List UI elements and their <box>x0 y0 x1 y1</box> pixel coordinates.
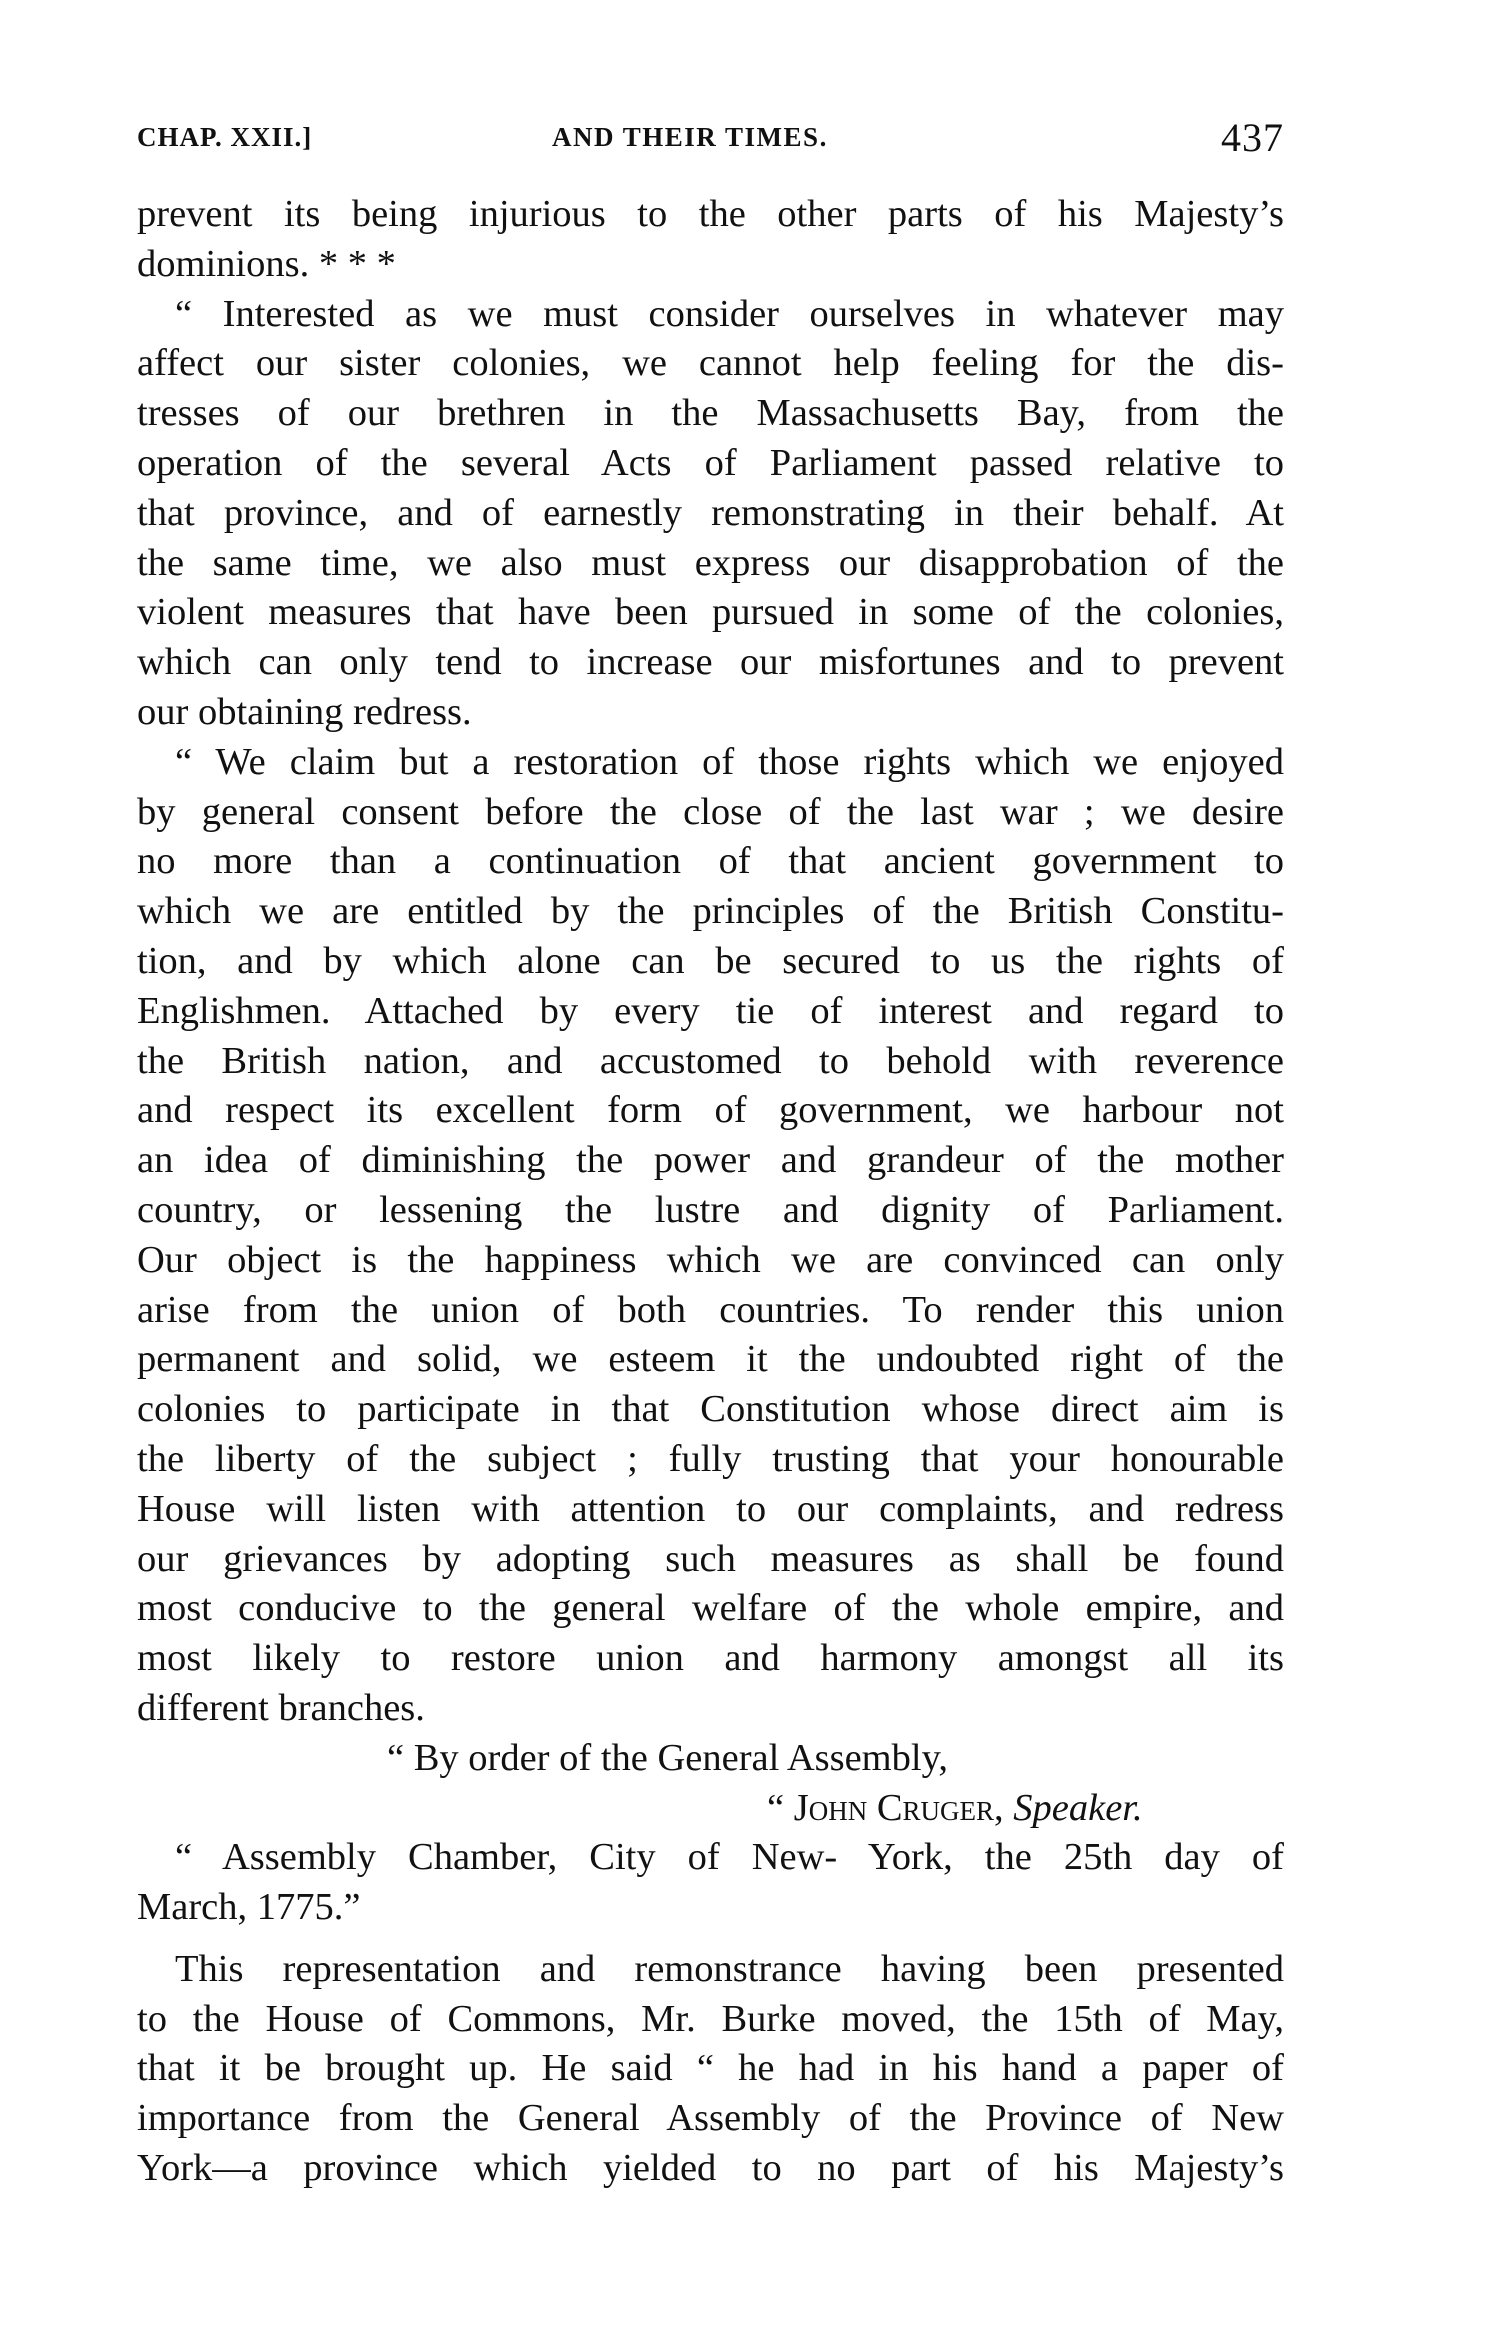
text-line: Englishmen. Attached by every tie of interest and regard to <box>137 989 1284 1032</box>
text-line: arise from the union of both countries. To render this union <box>137 1288 1284 1331</box>
text-line: affect our sister colonies, we cannot help feeling for the dis- <box>137 342 1284 385</box>
text-line: that it be brought up. He said “ he had in his hand a paper of <box>137 2047 1284 2090</box>
text-line: York—a province which yielded to no part of his Majesty’s <box>137 2147 1284 2190</box>
text-line: House will listen with attention to our complaints, and redress <box>137 1487 1284 1530</box>
text-line: dominions. * * * <box>137 242 396 285</box>
signatory-title: Speaker. <box>1013 1786 1143 1829</box>
page-body-text <box>137 190 1284 2194</box>
text-line: tion, and by which alone can be secured to us the rights of <box>137 939 1284 982</box>
text-line: operation of the several Acts of Parliament passed relative to <box>137 441 1284 484</box>
text-line: “ Assembly Chamber, City of New- York, the 25th day of <box>175 1836 1284 1879</box>
text-line: our grievances by adopting such measures as shall be found <box>137 1537 1284 1580</box>
running-title: AND THEIR TIMES. <box>552 122 828 152</box>
text-line: country, or lessening the lustre and dignity of Parliament. <box>137 1188 1284 1231</box>
text-line: violent measures that have been pursued in some of the colonies, <box>137 591 1284 634</box>
text-line: that province, and of earnestly remonstrating in their behalf. At <box>137 491 1284 534</box>
text-line: the liberty of the subject ; fully trusting that your honourable <box>137 1437 1284 1480</box>
text-line: to the House of Commons, Mr. Burke moved, the 15th of May, <box>137 1997 1284 2040</box>
text-line: importance from the General Assembly of the Province of New <box>137 2097 1284 2140</box>
text-line: most conducive to the general welfare of the whole empire, and <box>137 1587 1284 1630</box>
signature-line: “ By order of the General Assembly, <box>387 1736 948 1779</box>
text-line: an idea of diminishing the power and grandeur of the mother <box>137 1139 1284 1182</box>
text-line: Our object is the happiness which we are convinced can only <box>137 1238 1284 1281</box>
text-line: “ We claim but a restoration of those rights which we enjoyed <box>175 740 1284 783</box>
text-line: which can only tend to increase our misfortunes and to prevent <box>137 641 1284 684</box>
text-line: different branches. <box>137 1686 425 1729</box>
text-line: permanent and solid, we esteem it the undoubted right of the <box>137 1338 1284 1381</box>
text-line: no more than a continuation of that ancient government to <box>137 840 1284 883</box>
chapter-label: CHAP. XXII.] <box>137 122 313 152</box>
text-line: the British nation, and accustomed to behold with reverence <box>137 1039 1284 1082</box>
signature-name-line <box>137 1784 1284 1834</box>
text-line: colonies to participate in that Constitution whose direct aim is <box>137 1388 1284 1431</box>
text-line: tresses of our brethren in the Massachusetts Bay, from the <box>137 392 1284 435</box>
text-line: by general consent before the close of the last war ; we desire <box>137 790 1284 833</box>
text-line: March, 1775.” <box>137 1886 361 1929</box>
text-line: “ Interested as we must consider ourselves in whatever may <box>175 292 1284 335</box>
text-line: our obtaining redress. <box>137 690 472 733</box>
text-line: This representation and remonstrance having been presented <box>175 1947 1284 1990</box>
page-number: 437 <box>1221 115 1284 160</box>
paragraph-gap <box>137 1933 1284 1945</box>
text-line: most likely to restore union and harmony amongst all its <box>137 1637 1284 1680</box>
text-line: prevent its being injurious to the other parts of his Majesty’s <box>137 193 1284 235</box>
text-line: the same time, we also must express our disapprobation of the <box>137 541 1284 584</box>
text-line: which we are entitled by the principles of the British Constitu- <box>137 890 1284 933</box>
running-head <box>137 112 1284 162</box>
text-line: and respect its excellent form of government, we harbour not <box>137 1089 1284 1132</box>
signatory-name: “ John Cruger, <box>767 1786 1004 1829</box>
